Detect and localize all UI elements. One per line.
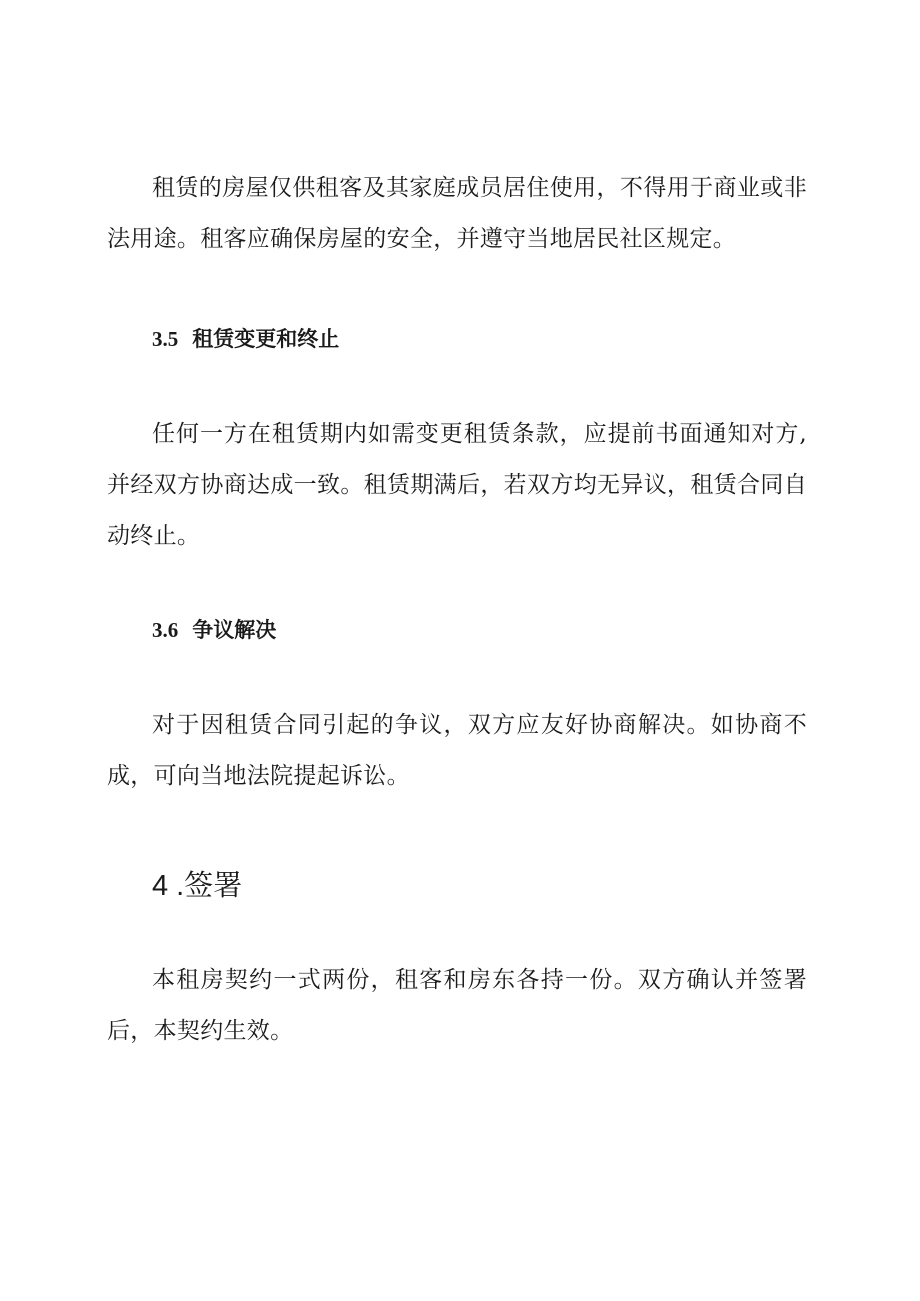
section-3-6-number: 3.6: [152, 618, 179, 642]
section-4-number: 4: [152, 870, 169, 902]
paragraph-usage-terms: 租赁的房屋仅供租客及其家庭成员居住使用，不得用于商业或非法用途。租客应确保房屋的安全，并遵守当地居民社区规定。: [107, 175, 807, 252]
section-3-5-heading: [152, 324, 339, 354]
section-4-title: .签署: [176, 870, 243, 902]
section-3-5-number: 3.5: [152, 327, 179, 351]
paragraph-signing: 本租房契约一式两份，租客和房东各持一份。双方确认并签署后，本契约生效。: [107, 967, 807, 1044]
section-3-6-title: 争议解决: [192, 617, 277, 642]
paragraph-change-termination: 任何一方在租赁期内如需变更租赁条款，应提前书面通知对方,并经双方协商达成一致。租赁期满后，若双方均无异议，租赁合同自动终止。: [107, 421, 807, 549]
paragraph-dispute-resolution: 对于因租赁合同引起的争议，双方应友好协商解决。如协商不成，可向当地法院提起诉讼。: [107, 712, 807, 789]
section-4-heading: [152, 866, 242, 906]
section-3-6-heading: [152, 615, 276, 645]
section-3-5-title: 租赁变更和终止: [192, 326, 340, 351]
